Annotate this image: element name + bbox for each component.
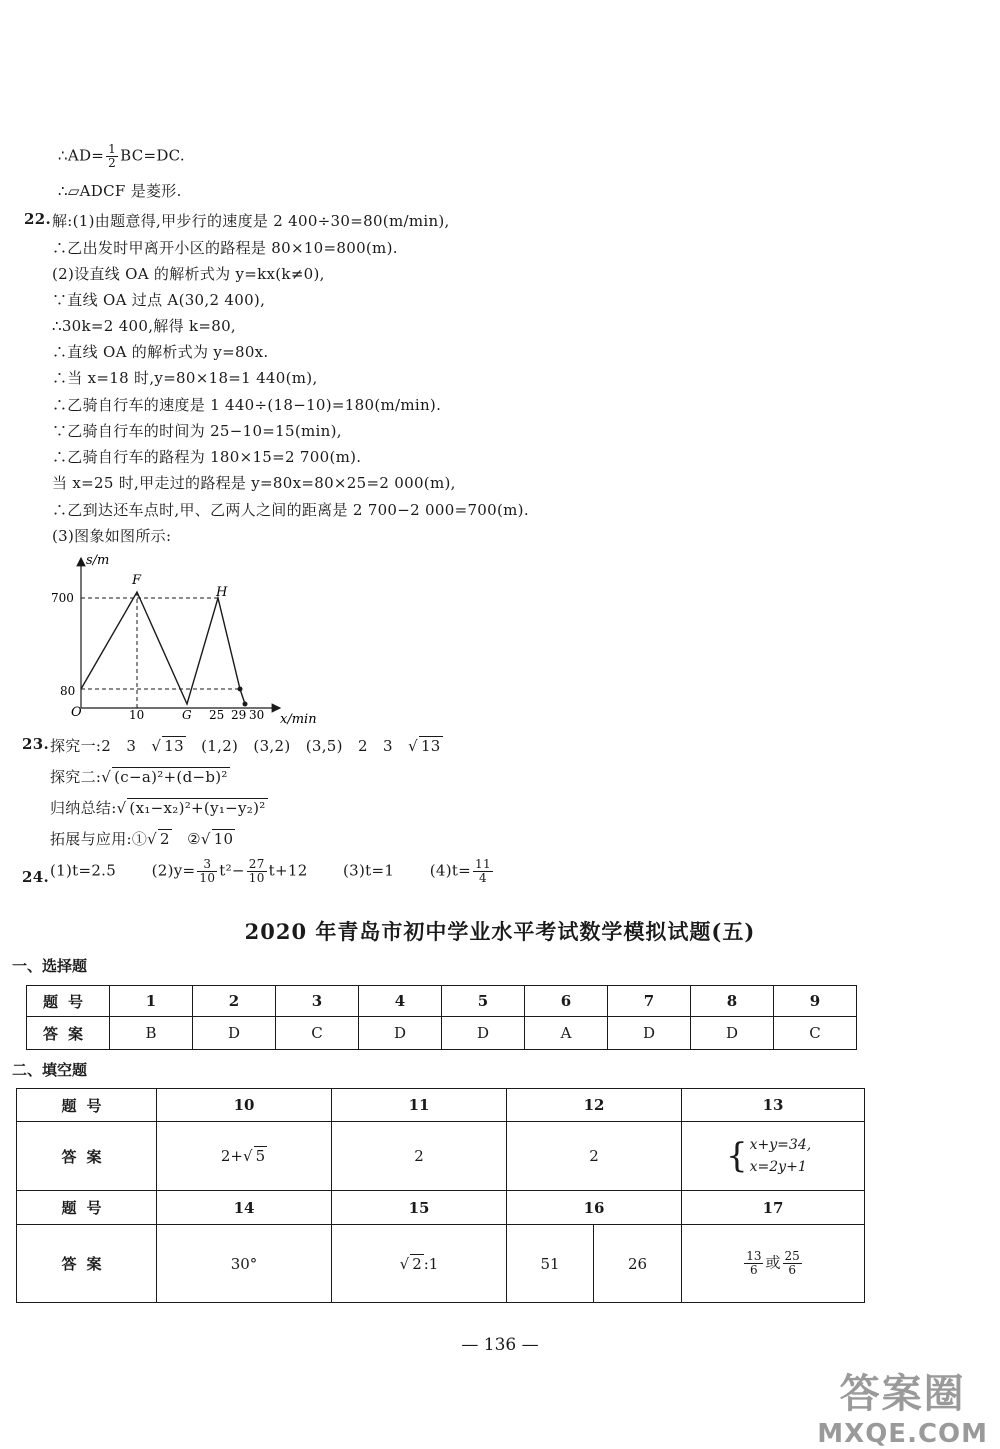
x-tick-29: 29: [231, 708, 247, 722]
q24-part-2: t+12: [268, 861, 308, 880]
row-label: 题号: [27, 986, 110, 1017]
q22-line: ∴乙到达还车点时,甲、乙两人之间的距离是 2 700−2 000=700(m).: [52, 501, 529, 519]
label: ②: [187, 830, 201, 848]
proof-text: BC=DC.: [120, 146, 185, 165]
q22-line: ∴乙骑自行车的路程为 180×15=2 700(m).: [52, 448, 362, 466]
answer-cell: [682, 1122, 865, 1191]
equation-line: x+y=34,: [749, 1137, 812, 1153]
answer-cell: D: [691, 1017, 774, 1050]
proof-line-2: ∴▱ADCF 是菱形.: [58, 182, 182, 200]
question-number: 1: [110, 986, 193, 1017]
q24-number: 24.: [22, 868, 49, 886]
frac-num: 1: [108, 142, 117, 156]
q23-number: 23.: [22, 735, 49, 753]
sqrt-value: 10: [213, 830, 234, 848]
table-row: [27, 1017, 857, 1050]
fraction: [197, 858, 217, 885]
choice-answer-table: [26, 985, 857, 1050]
question-number: 9: [774, 986, 857, 1017]
answer-cell: D: [442, 1017, 525, 1050]
q22-line: ∴当 x=18 时,y=80×18=1 440(m),: [52, 369, 318, 387]
equation-line: x=2y+1: [749, 1159, 807, 1175]
watermark-url: MXQE.COM: [817, 1419, 988, 1449]
y-tick-700: 700: [51, 591, 74, 605]
question-number: 8: [691, 986, 774, 1017]
q22-line: 当 x=25 时,甲走过的路程是 y=80x=80×25=2 000(m),: [52, 474, 456, 492]
section-2-title: 二、填空题: [12, 1061, 88, 1079]
q22-line: ∴30k=2 400,解得 k=80,: [52, 317, 236, 335]
watermark: [817, 1362, 988, 1449]
brace: {: [726, 1136, 748, 1176]
x-tick-10: 10: [129, 708, 145, 722]
q24-line: [50, 858, 495, 885]
x-tick-g: G: [182, 708, 192, 722]
q24-part-4: (4)t=: [429, 861, 472, 880]
frac-num: 13: [746, 1249, 762, 1263]
x-tick-25: 25: [209, 708, 225, 722]
y-axis-label: s/m: [86, 553, 110, 568]
point-label-h: H: [216, 585, 228, 600]
answer-cell: 51: [507, 1225, 594, 1303]
answer-cell: [682, 1225, 865, 1303]
row-label: 题号: [17, 1191, 157, 1225]
question-number: 17: [682, 1191, 865, 1225]
exam-title: 2020 年青岛市初中学业水平考试数学模拟试题(五): [244, 919, 756, 944]
answer-cell: D: [193, 1017, 276, 1050]
question-number: 13: [682, 1089, 865, 1122]
frac-den: 10: [248, 871, 265, 885]
frac-den: 10: [199, 871, 216, 885]
q24-part-1: (1)t=2.5: [50, 861, 117, 880]
q24-part-2: (2)y=: [151, 861, 196, 880]
q22-line: (3)图象如图所示:: [52, 527, 172, 545]
question-number: 2: [193, 986, 276, 1017]
y-tick-80: 80: [60, 684, 76, 698]
frac-den: 6: [750, 1263, 758, 1277]
question-number: 14: [157, 1191, 332, 1225]
table-row: [27, 986, 857, 1017]
value: 3: [383, 737, 393, 755]
frac-num: 11: [475, 857, 491, 871]
q23-line-4: 拓展与应用:①√ 2 ②√ 10: [50, 830, 234, 848]
answer-text: 或: [765, 1253, 781, 1272]
answer-cell: 2: [332, 1122, 507, 1191]
answer-cell: √ 2 :1: [332, 1225, 507, 1303]
answer-cell: C: [774, 1017, 857, 1050]
question-number: 7: [608, 986, 691, 1017]
label: 探究一:: [50, 737, 102, 755]
label: 拓展与应用:①: [50, 830, 148, 848]
fill-answer-table: [16, 1088, 865, 1303]
sqrt-value: 2: [412, 1254, 422, 1273]
sqrt-value: 13: [164, 737, 184, 755]
label: 归纳总结:: [50, 799, 117, 817]
proof-line-1: [58, 143, 185, 170]
frac-den: 4: [479, 871, 487, 885]
answer-cell: 26: [594, 1225, 682, 1303]
x-axis-label: x/min: [280, 712, 317, 727]
answer-cell: D: [608, 1017, 691, 1050]
answer-cell: C: [276, 1017, 359, 1050]
sqrt-expr: (x₁−x₂)²+(y₁−y₂)²: [129, 799, 266, 817]
fraction: [783, 1250, 802, 1277]
frac-den: 2: [108, 156, 117, 170]
table-row: [17, 1225, 865, 1303]
q22-line: ∵乙骑自行车的时间为 25−10=15(min),: [52, 422, 342, 440]
q23-line-1: 探究一:2 3 √ 13 (1,2) (3,2) (3,5) 2 3 √ 13: [50, 737, 441, 755]
q23-line-2: 探究二:√ (c−a)²+(d−b)²: [50, 768, 228, 786]
row-label: 题号: [17, 1089, 157, 1122]
equation-system: [726, 1134, 864, 1178]
question-number: 15: [332, 1191, 507, 1225]
distance-time-graph: [40, 548, 330, 733]
q22-number: 22.: [24, 210, 51, 228]
watermark-logo-text: 答案圈: [839, 1371, 966, 1417]
answer-cell: 2: [507, 1122, 682, 1191]
answer-cell: D: [359, 1017, 442, 1050]
origin-label: O: [71, 705, 82, 720]
page-number: — 136 —: [461, 1335, 539, 1355]
coord: (3,5): [305, 737, 343, 755]
q24-part-2: t²−: [219, 861, 245, 880]
x-tick-30: 30: [249, 708, 265, 722]
proof-text: ∴AD=: [58, 146, 105, 165]
q22-line: ∴直线 OA 的解析式为 y=80x.: [52, 343, 269, 361]
answer-cell: 30°: [157, 1225, 332, 1303]
frac-num: 25: [784, 1249, 800, 1263]
question-number: 6: [525, 986, 608, 1017]
value: 2: [357, 737, 368, 755]
answer-cell: 2+√ 5: [157, 1122, 332, 1191]
question-number: 16: [507, 1191, 682, 1225]
fraction: [473, 858, 493, 885]
sqrt-expr: (c−a)²+(d−b)²: [114, 768, 228, 786]
answer-cell: B: [110, 1017, 193, 1050]
row-label: 答案: [17, 1122, 157, 1191]
answer-text: :1: [423, 1254, 439, 1273]
question-number: 4: [359, 986, 442, 1017]
section-1-title: 一、选择题: [12, 957, 88, 975]
sqrt-value: 13: [420, 737, 441, 755]
q23-line-3: 归纳总结:√ (x₁−x₂)²+(y₁−y₂)²: [50, 799, 266, 817]
frac-num: 3: [197, 858, 217, 872]
point-label-f: F: [132, 573, 142, 588]
label: 探究二:: [50, 768, 102, 786]
answer-text: 2+: [220, 1147, 243, 1165]
q24-part-3: (3)t=1: [343, 861, 395, 880]
frac-num: 27: [248, 857, 265, 871]
question-number: 10: [157, 1089, 332, 1122]
coord: (1,2): [201, 737, 239, 755]
question-number: 11: [332, 1089, 507, 1122]
answer-cell: A: [525, 1017, 608, 1050]
coord: (3,2): [253, 737, 291, 755]
fraction: [106, 143, 118, 170]
row-label: 答案: [17, 1225, 157, 1303]
table-row: [17, 1089, 865, 1122]
graph-point: [238, 687, 243, 692]
question-number: 5: [442, 986, 525, 1017]
table-row: [17, 1122, 865, 1191]
graph-point: [243, 702, 248, 707]
table-row: [17, 1191, 865, 1225]
equations: [750, 1134, 812, 1178]
row-label: 答案: [27, 1017, 110, 1050]
sqrt-value: 2: [160, 830, 170, 848]
fraction: [744, 1250, 763, 1277]
sqrt-value: 5: [255, 1147, 266, 1165]
q22-line: ∴乙出发时甲离开小区的路程是 80×10=800(m).: [52, 239, 398, 257]
question-number: 3: [276, 986, 359, 1017]
graph-line: [81, 592, 245, 704]
q22-line: ∵直线 OA 过点 A(30,2 400),: [52, 291, 266, 309]
value: 3: [126, 737, 137, 755]
value: 2: [101, 737, 112, 755]
q22-line: ∴乙骑自行车的速度是 1 440÷(18−10)=180(m/min).: [52, 396, 442, 414]
q22-line: 解:(1)由题意得,甲步行的速度是 2 400÷30=80(m/min),: [52, 212, 450, 230]
q22-line: (2)设直线 OA 的解析式为 y=kx(k≠0),: [52, 265, 325, 283]
fraction: [247, 858, 267, 885]
frac-den: 6: [788, 1263, 796, 1277]
question-number: 12: [507, 1089, 682, 1122]
